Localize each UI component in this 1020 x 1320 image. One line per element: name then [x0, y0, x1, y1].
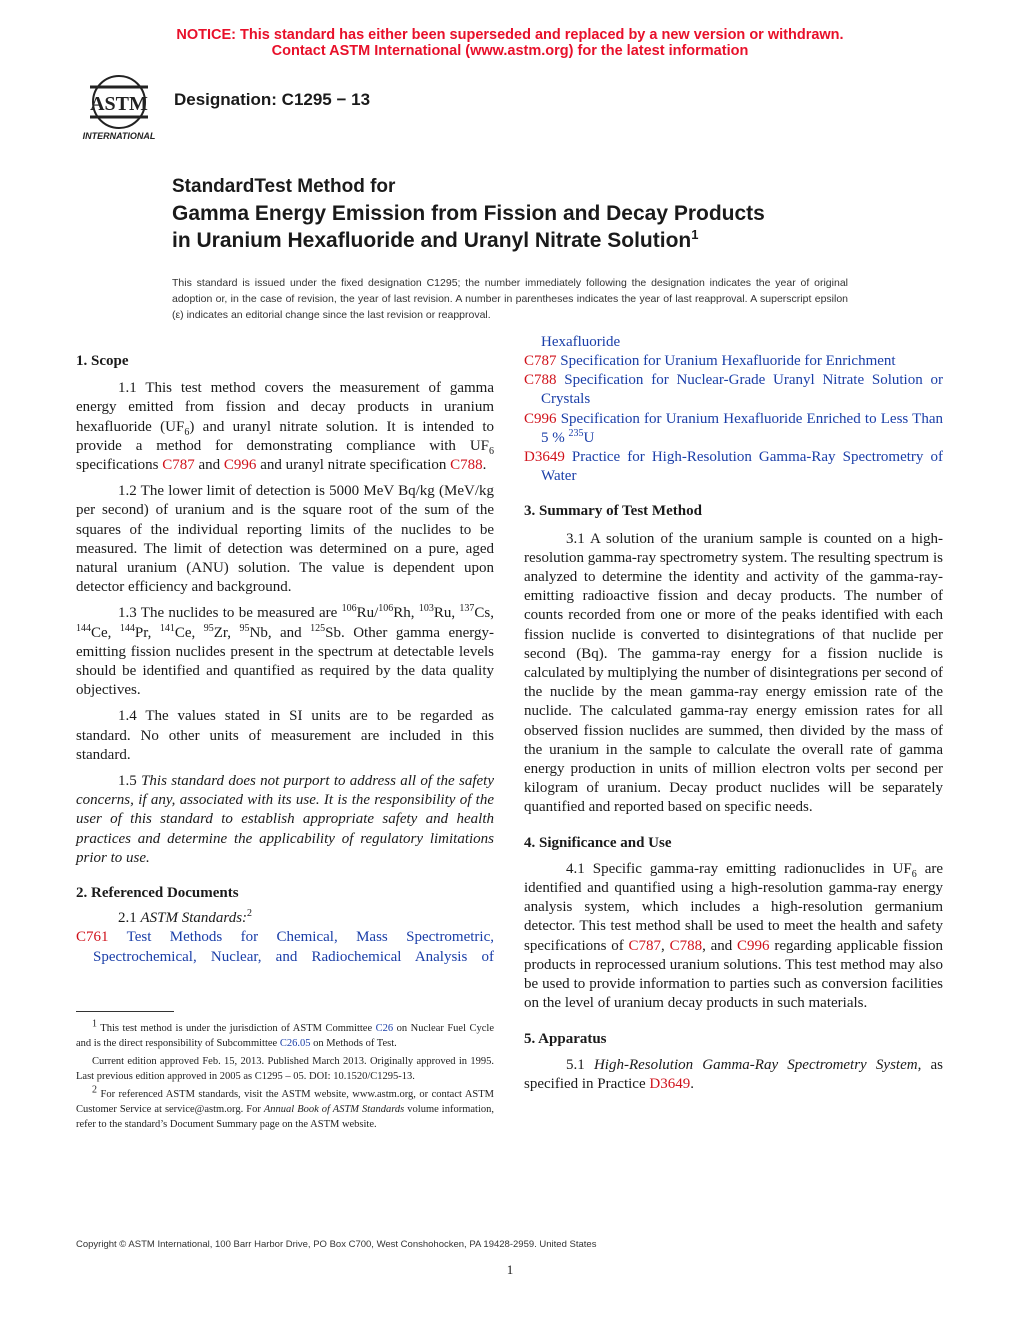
nuclide-element: Sb.	[325, 624, 345, 641]
title-footnote-mark: 1	[691, 227, 699, 242]
link-c787-b[interactable]: C787	[628, 937, 662, 954]
notice-line-2: Contact ASTM International (www.astm.org) for the latest information	[271, 43, 749, 59]
notice-line-1: NOTICE: This standard has either been superseded and replaced by a new version or withdrawn.	[176, 27, 844, 43]
nuclide-element: Ce,	[91, 624, 120, 641]
para-3-1: 3.1 A solution of the uranium sample is counted on a high-resolution gamma-ray spectrometry system. The resulting spectrum is analyzed to determine the identity and activity of the gamma-ray-emitting radioactive fission and decay products. The number of counts recorded from one or more of the peaks identified with each fission nuclide is converted to disintegrations of that nuclide per second (Bq). The gamma-ray energy for a fission nuclide is calculated by multiplying the number of disintegrations per second of the nuclide by the mean gamma-ray energy emission rate of the nuclide. The calculated gamma-ray energy emission rates for all observed fission nuclides are summed, then divided by the mass of the uranium in the sample to calculate the overall rate of gamma energy production in units of million electron volts per second per kilogram of uranium. Decay product nuclides will be separately quantified and reported based on specific needs.	[524, 530, 943, 816]
link-c26[interactable]: C26	[375, 1023, 394, 1034]
link-c788-b[interactable]: C788	[669, 937, 703, 954]
footnote-1: $^1$ This test method is under the jurisdiction of ASTM Committee C26 on Nuclear Fuel Cycle and is the direct responsibility of Subcommittee C26.05 on Methods of Test.	[76, 1018, 495, 1049]
para-2-1: 2.1 ASTM Standards:$^2$	[118, 908, 253, 927]
nuclide-mass: 141	[159, 622, 175, 634]
left-column	[76, 352, 494, 966]
right-column	[524, 333, 943, 1094]
nuclide-mass: 95	[203, 622, 214, 634]
nuclide-element: Pr,	[134, 624, 160, 641]
para-1-4: 1.4 The values stated in SI units are to be regarded as standard. No other units of measurement are included in this standard.	[76, 708, 494, 763]
link-d3649[interactable]: D3649	[649, 1075, 691, 1092]
nuclide-mass: 144	[76, 622, 91, 634]
link-c996-b[interactable]: C996	[737, 937, 770, 954]
para-1-3: 1.3 The nuclides to be measured are $^{106}$Ru/$^{106}$Rh, $^{103}$Ru, $^{137}$Cs, $^{144}$Ce, $^{144}$Pr, $^{141}$Ce, $^{95}$Zr, $^{95}$Nb, and $^{125}$Sb. Other gamma energy-emitting fission nuclides present in the spectrum at detectable levels should be identified and quantified as required by the data quality objectives.	[76, 603, 494, 699]
para-1-2: 1.2 The lower limit of detection is 5000 MeV Bq/kg (MeV/kg per second) of uranium and is the square root of the sum of the squares of the individual reporting limits of the nuclides to be measured. The limit of detection was determined on a pure, aged natural uranium (ANU) solution. The value is dependent upon detector efficiency and background.	[76, 483, 494, 596]
ref-c788[interactable]: C788 Specification for Nuclear-Grade Uranyl Nitrate Solution or Crystals	[524, 372, 943, 408]
section-4-heading: 4. Significance and Use	[524, 834, 672, 851]
astm-logo-icon	[76, 75, 162, 143]
footnotes	[76, 1018, 495, 1132]
document-title	[172, 174, 892, 254]
title-line-3: in Uranium Hexafluoride and Uranyl Nitrate Solution$^1$	[172, 227, 699, 252]
para-4-1: 4.1 Specific gamma-ray emitting radionuclides in $UF_6$ are identified and quantified using a high-resolution gamma-ray energy analysis system, which includes a high-resolution germanium detector. This test method shall be used to meet the health and safety specifications of C787, C788, and C996 regarding applicable fission products in reprocessed uranium solutions. This test method may also be used to provide information to parties such as conversion facilities on the level of uranium decay products in such materials.	[524, 860, 944, 1012]
copyright-footer: Copyright © ASTM International, 100 Barr Harbor Drive, PO Box C700, West Conshohocken, PA 19428-2959. United States	[76, 1239, 597, 1250]
title-line-2: Gamma Energy Emission from Fission and Decay Products	[172, 202, 765, 225]
nuclide-element: Ru/	[356, 605, 379, 622]
logo-text: ASTM	[90, 93, 148, 115]
logo-subtext: INTERNATIONAL	[82, 131, 156, 141]
link-c996[interactable]: C996	[223, 457, 257, 474]
link-c26-05[interactable]: C26.05	[279, 1038, 311, 1049]
footnote-1-edition: Current edition approved Feb. 15, 2013. Published March 2013. Originally approved in 1995. Last previous edition approved in 2005 as C1295 – 05. DOI: 10.1520/C1295-13.	[76, 1056, 494, 1082]
nuclide-mass: 106	[341, 603, 357, 615]
section-3-heading: 3. Summary of Test Method	[524, 503, 702, 520]
nuclide-element: Nb, and	[249, 624, 311, 641]
nuclide-mass: 106	[378, 603, 394, 615]
ref-d3649[interactable]: D3649 Practice for High-Resolution Gamma-Ray Spectrometry of Water	[524, 449, 943, 485]
nuclide-element: Ce,	[174, 624, 204, 641]
footnote-2: $^2$ For referenced ASTM standards, visit the ASTM website, www.astm.org, or contact ASTM Customer Service at service@astm.org. For Annual Book of ASTM Standards volume information, refer to the standard’s Document Summary page on the ASTM website.	[76, 1084, 494, 1130]
nuclide-element: Rh,	[393, 605, 419, 622]
ref-c787[interactable]: C787 Specification for Uranium Hexafluoride for Enrichment	[524, 353, 896, 369]
section-5-heading: 5. Apparatus	[524, 1030, 607, 1047]
title-line-1: StandardTest Method for	[172, 176, 396, 197]
para-1-1: 1.1 This test method covers the measurement of gamma energy emitted from fission and decay products in uranium hexafluoride $(UF_6)$ and uranyl nitrate solution. It is intended to provide a method for demonstrating compliance with $UF_6$ specifications C787 and C996 and uranyl nitrate specification C788.	[76, 380, 494, 474]
nuclide-mass: 103	[418, 603, 434, 615]
ref-c761-continued[interactable]: Hexafluoride	[541, 334, 621, 351]
link-c788[interactable]: C788	[450, 457, 483, 474]
nuclide-mass: 144	[119, 622, 135, 634]
section-1-heading: 1. Scope	[76, 353, 129, 369]
para-1-5: 1.5 This standard does not purport to address all of the safety concerns, if any, associated with its use. It is the responsibility of the user of this standard to establish appropriate safety and health practices and determine the applicability of regulatory limitations prior to use.	[76, 773, 495, 866]
para-5-1: 5.1 High-Resolution Gamma-Ray Spectrometry System, as specified in Practice D3649.	[524, 1056, 944, 1092]
nuclide-mass: 95	[239, 622, 250, 634]
nuclide-element: Cs,	[474, 605, 494, 622]
page-number: 1	[506, 1262, 514, 1277]
link-c787[interactable]: C787	[162, 457, 195, 474]
issued-statement: This standard is issued under the fixed designation C1295; the number immediately following the designation indicates the year of original adoption or, in the case of revision, the year of last revision. A number in parentheses indicates the year of last reapproval. A superscript epsilon (ε) indicates an editorial change since the last revision or reapproval.	[172, 277, 848, 321]
nuclide-element: Zr,	[213, 624, 240, 641]
designation: Designation: C1295 − 13	[174, 90, 371, 109]
ref-c761[interactable]: C761 Test Methods for Chemical, Mass Spectrometric, Spectrochemical, Nuclear, and Radiochemical Analysis of	[76, 929, 494, 965]
section-2-heading: 2. Referenced Documents	[76, 885, 239, 902]
ref-c996[interactable]: C996 Specification for Uranium Hexafluoride Enriched to Less Than 5 % $^{235}$U	[524, 410, 943, 446]
nuclide-mass: 137	[459, 603, 475, 615]
footnote-rule	[76, 1011, 174, 1012]
nuclide-element: Ru,	[433, 605, 460, 622]
nuclide-mass: 125	[310, 622, 326, 634]
